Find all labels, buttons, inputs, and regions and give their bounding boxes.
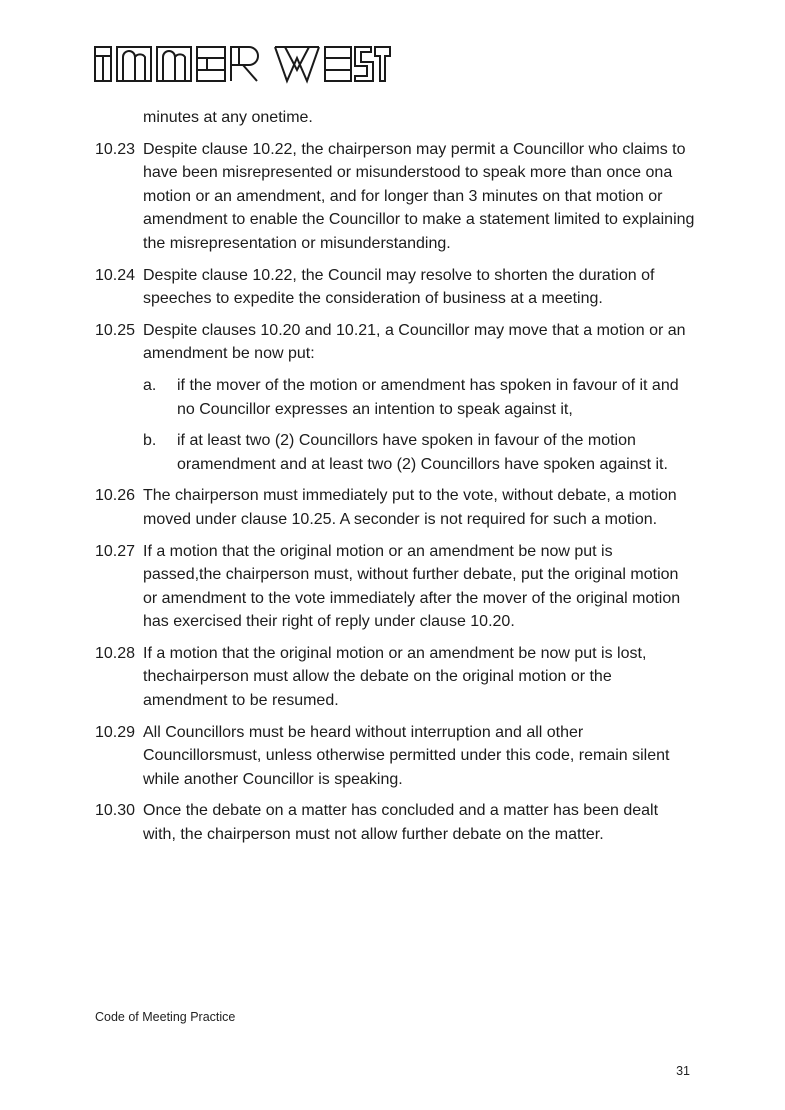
clause-10-27	[95, 540, 695, 634]
clause-number: 10.26	[95, 487, 136, 505]
clause-10-23	[95, 138, 695, 256]
clause-text: Despite clauses 10.20 and 10.21, a Councillor may move that a motion or an amendment be now put:	[143, 321, 686, 363]
clause-text: Despite clause 10.22, the Council may resolve to shorten the duration of speeches to expedite the consideration of business at a meeting.	[143, 266, 655, 308]
clause-number: 10.28	[95, 644, 136, 662]
clause-number: 10.24	[95, 266, 136, 284]
clause-10-29	[95, 721, 695, 792]
clause-number: 10.30	[95, 802, 136, 820]
subclause-text: if the mover of the motion or amendment has spoken in favour of it and no Councillor expresses an intention to speak against it,	[177, 376, 679, 418]
clause-number: 10.29	[95, 723, 136, 741]
continued-text: minutes at any onetime.	[143, 109, 313, 126]
clause-number: 10.23	[95, 140, 136, 158]
clause-number: 10.27	[95, 542, 136, 560]
subclause-b	[143, 429, 695, 476]
clause-text: If a motion that the original motion or an amendment be now put is lost, thechairperson must allow the debate on the original motion or the amendment to be resumed.	[143, 644, 647, 710]
clause-text: Once the debate on a matter has concluded and a matter has been dealt with, the chairperson must not allow further debate on the matter.	[143, 802, 659, 844]
clause-10-28	[95, 642, 695, 713]
subclause-label: a.	[143, 376, 157, 394]
clause-10-24	[95, 264, 695, 311]
footer-document-title: Code of Meeting Practice	[95, 1010, 236, 1024]
clause-text: All Councillors must be heard without interruption and all other Councillorsmust, unless otherwise permitted under this code, remain silent while another Councillor is speaking.	[143, 723, 670, 788]
page-number: 31	[676, 1064, 690, 1078]
inner-west-logo	[93, 44, 391, 84]
clause-10-30	[95, 799, 695, 846]
document-body	[95, 106, 695, 855]
clause-number: 10.25	[95, 321, 136, 339]
subclause-a	[143, 374, 695, 421]
clause-text: If a motion that the original motion or an amendment be now put is passed,the chairperson must, without further debate, put the original motion or amendment to the vote immediately after the mover of the original motion has exercised their right of reply under clause 10.20.	[143, 542, 681, 631]
clause-text: Despite clause 10.22, the chairperson may permit a Councillor who claims to have been misrepresented or misunderstood to speak more than once ona motion or an amendment, and for longer than 3 minutes on that motion or amendment to enable the Councillor to make a statement limited to explaining the misrepresentation or misunderstanding.	[143, 140, 695, 252]
subclause-label: b.	[143, 432, 157, 450]
clause-10-25	[95, 319, 695, 477]
subclause-text: if at least two (2) Councillors have spoken in favour of the motion oramendment and at least two (2) Councillors have spoken against it.	[177, 432, 668, 473]
clause-10-26	[95, 484, 695, 531]
clause-text: The chairperson must immediately put to the vote, without debate, a motion moved under clause 10.25. A seconder is not required for such a motion.	[143, 487, 677, 528]
